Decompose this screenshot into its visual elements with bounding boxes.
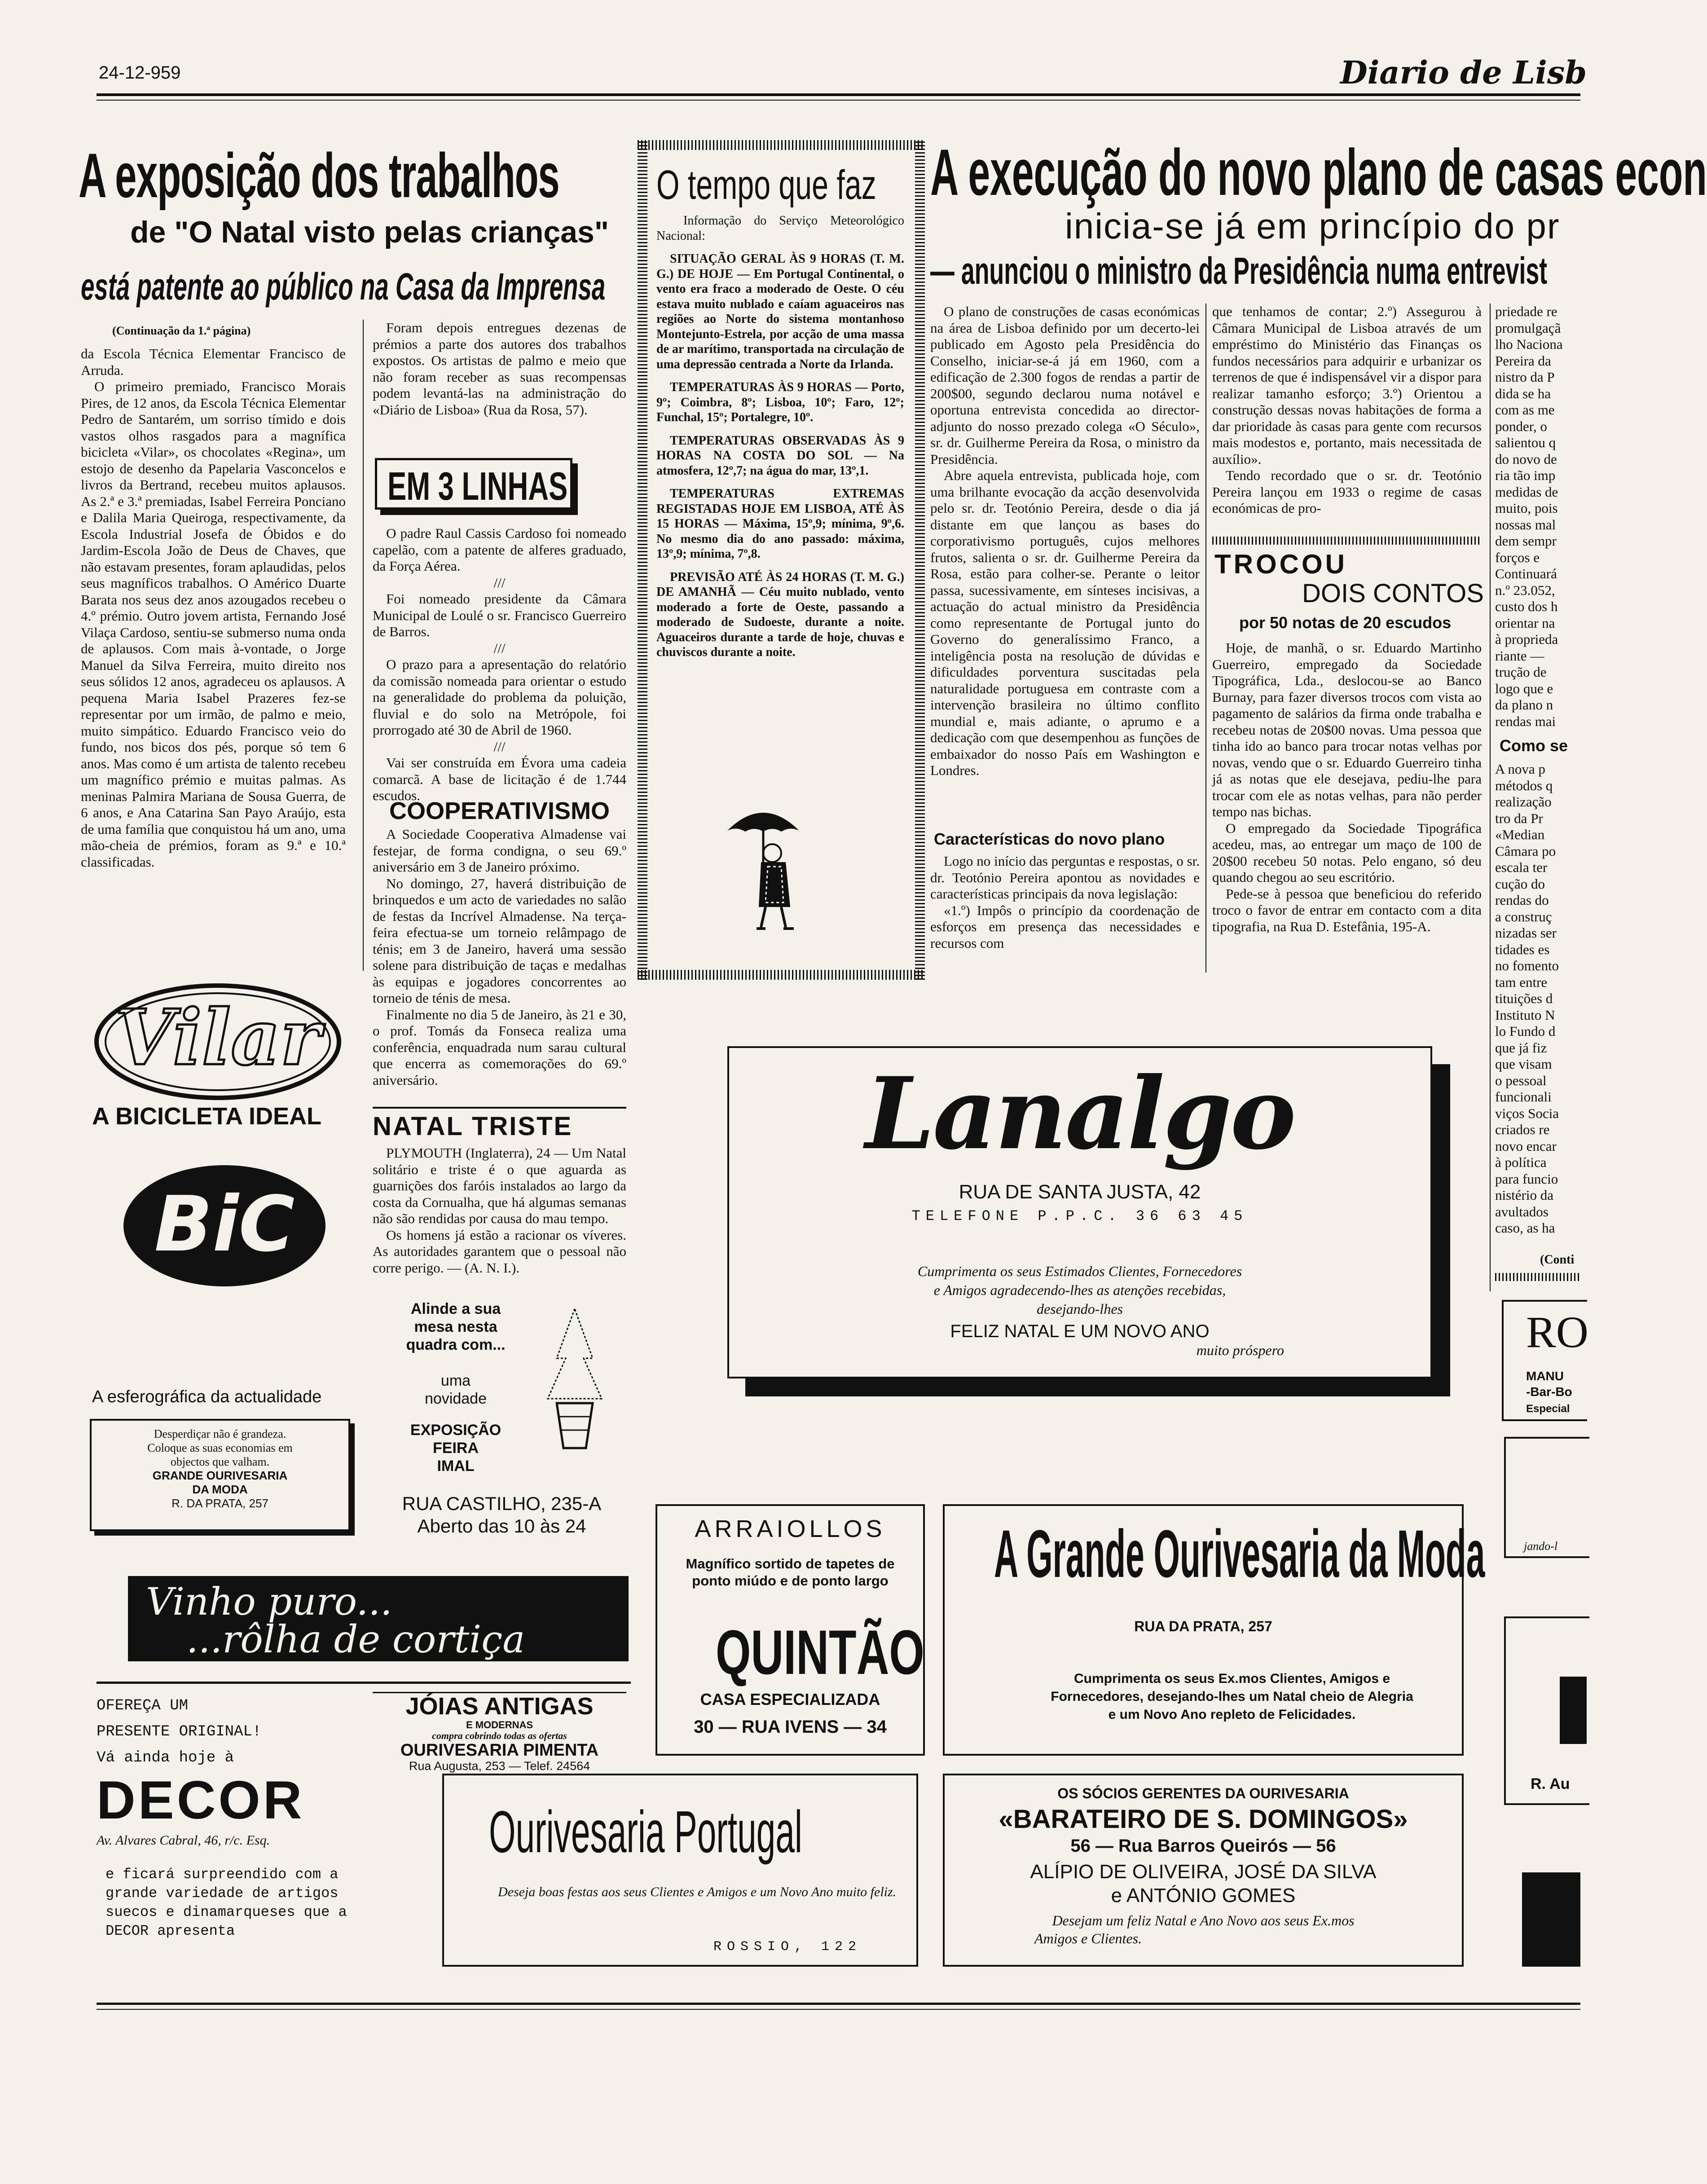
vilar-logo [85,974,350,1109]
imal-address: RUA CASTILHO, 235-A [402,1493,602,1514]
section-rule [373,1107,626,1109]
barateiro-l4: ALÍPIO DE OLIVEIRA, JOSÉ DA SILVA [1030,1861,1377,1883]
cut-line: novo encar [1495,1138,1557,1154]
joias-l3: compra cobrindo todas as ofertas [432,1730,567,1741]
cut-line: Câmara po [1495,843,1556,859]
right-cut-text-2: R. Au [1531,1775,1570,1792]
decor-l2: PRESENTE ORIGINAL! [97,1723,262,1740]
casas-col1b [930,853,1200,951]
bic-logo-text: BiC [154,1180,295,1269]
weather-intro: Informação do Serviço Meteorológico Nacional: [656,214,904,243]
cut-line: tituições d [1495,991,1553,1006]
right-cut-glyph [1560,1677,1587,1744]
moda-small-text [92,1427,348,1510]
casas-continuation: (Conti [1540,1253,1575,1267]
masthead-title: Diario de Lisb [1340,54,1587,91]
cut-line: riante — [1495,647,1544,664]
barateiro-l2: «BARATEIRO DE S. DOMINGOS» [999,1805,1408,1834]
imal-line: quadra com... [406,1336,506,1353]
cooperativismo-title: COOPERATIVISMO [389,797,610,824]
portugal-msg: Deseja boas festas aos seus Clientes e Amigos e um Novo Ano muito feliz. [498,1885,897,1899]
vinho-ad [128,1576,629,1661]
imal-line: Alinde a sua [410,1300,501,1317]
lanalgo-msg-line: muito próspero [1196,1342,1284,1358]
trocou-body [1212,640,1482,935]
cut-line: nistro da P [1495,369,1555,385]
barateiro-ad [943,1774,1464,1967]
right-cut-ad [1504,1437,1589,1558]
decor-l3: Vá ainda hoje à [97,1749,234,1766]
cut-line: Pereira da [1495,352,1551,369]
cut-line: n.º 23.052, [1495,582,1555,598]
cut-line: tam entre [1495,974,1548,990]
grande-moda-ad [943,1504,1485,1756]
quintao-logo: QUINTÃO [716,1617,924,1687]
cut-line: salientou q [1495,435,1556,450]
bic-tagline: A esferográfica da actualidade [92,1387,322,1406]
grande-moda-msg: Cumprimenta os seus Ex.mos Clientes, Amigos e Fornecedores, desejando-lhes um Natal cheio de Alegria e um Novo Ano repleto de Felicidades. [1051,1671,1413,1722]
tres-linhas-body [373,525,626,804]
cut-line: ponder, o [1495,418,1547,434]
cut-line: da plano n [1495,697,1553,713]
exposicao-body-left [81,346,346,870]
cut-line: lo Fundo d [1495,1023,1556,1039]
barateiro-l7: Amigos e Clientes. [1034,1930,1142,1946]
tres-linhas-title: EM 3 LINHAS [387,464,568,508]
weather-body [656,213,904,660]
bic-logo [112,1158,337,1293]
cut-line: dida se ha [1495,385,1551,401]
portugal-ad [442,1774,918,1967]
cut-line: avultados [1495,1203,1549,1220]
separator: /// [493,640,506,656]
ro-logo: RO [1526,1307,1588,1357]
cut-line: métodos q [1495,777,1553,793]
trocou-title: TROCOU [1214,549,1347,579]
cut-line: o pessoal [1495,1072,1547,1088]
cut-line: realização [1495,794,1552,810]
weather-para: PREVISÃO ATÉ ÀS 24 HORAS (T. M. G.) DE AMANHÃ — Céu muito nublado, vento moderado a forte de Oeste, passando a moderado de Sudoeste, durante a noite. Aguaceiros durante a tarde de hoje, chuvas e chuviscos durante a noite. [656,570,904,659]
cut-line: orientar na [1495,615,1555,631]
section-rule [97,1682,631,1684]
weather-title: O tempo que faz [656,162,876,208]
casas-para: que tenhamos de contar; 2.º) Assegurou à Câmara Municipal de Lisboa através de um empréstimo do Ministério das Finanças os fundos necessários para adquirir e urbanizar os terrenos de que é indispensável vir a dispor para realizar tamanho esforço; 3.º) Orientou a construção dessas novas habitações de forma a dar prioridade às casas para gente com recursos mais modestos e, portanto, mais necessitada de auxílio». [1212,304,1482,467]
cut-line: medidas de [1495,484,1558,500]
exposicao-para: Foram depois entregues dezenas de prémios a parte dos autores dos trabalhos expostos. Os artistas de palmo e meio que não foram receber as suas recompensas podem levantá-las na administração do «Diário de Lisboa» (Rua da Rosa, 57). [373,320,626,418]
ro-l2: -Bar-Bo [1526,1385,1572,1399]
portugal-title: Ourivesaria Portugal [489,1799,802,1865]
tres-linhas-item: Foi nomeado presidente da Câmara Municipal de Loulé o sr. Francisco Guerreiro de Barros. [373,591,626,639]
exposicao-deck: está patente ao público na Casa da Imprensa [81,265,606,308]
cut-line: nizadas ser [1495,925,1557,941]
masthead-rule [97,93,1580,96]
casas-headline: A execução do novo plano de casas econ [930,136,1707,209]
bottom-rule [97,2003,1580,2005]
ro-ad [1502,1300,1587,1421]
trocou-sub2: por 50 notas de 20 escudos [1239,613,1452,632]
masthead-rule-thin [97,100,1580,101]
trocou-para: O empregado da Sociedade Tipográfica acedeu, mas, ao entregar um maço de 100 de 20$00 recebeu 50 notas. Pelo engano, só deu quando chegou ao seu escritório. [1212,820,1482,885]
cut-line: rendas do [1495,892,1549,908]
cut-line: à proprieda [1495,631,1558,647]
arraiollos-title: ARRAIOLLOS [695,1515,886,1542]
cut-line: funcionali [1495,1089,1552,1105]
exposicao-body-right [373,320,626,418]
cut-line: rendas mai [1495,713,1556,729]
cooperativismo-body [373,826,626,1088]
cut-line: muito, pois [1495,500,1558,516]
grande-moda-title: A Grande Ourivesaria da Moda [994,1516,1485,1591]
cut-line: tro da Pr [1495,810,1543,826]
decor-body: e ficará surpreendido com a grande variedade de artigos suecos e dinamarqueses que a DECOR apresenta [106,1866,347,1939]
cooperativismo-para: No domingo, 27, haverá distribuição de brinquedos e um acto de variedades no salão de festas da Incrível Almadense. Na terça-feira efectua-se um torneio relâmpago de ténis; em 3 de Janeiro, haverá uma sessão solene para distribuição de taças e medalhas às equipas e jogadores concorrentes ao torneio de ténis de mesa. [373,875,626,1006]
cut-line: viços Socia [1495,1105,1559,1121]
cut-line: criados re [1495,1122,1550,1137]
imal-tag [393,1300,519,1475]
cut-line: que visam [1495,1056,1552,1072]
casas-para: O plano de construções de casas económicas na área de Lisboa definido por um decerto-lei publicado em Agosto pela Presidência do Conselho, iniciar-se-á já em 1960, com a edificação de 2.300 fogos de rendas a partir de 200$00, segundo declarou numa notável e oportuna entrevista concedida ao director-adjunto do nosso prezado colega «O Século», sr. dr. Guilherme Pereira da Rosa, o ministro da Presidência. [930,304,1200,467]
tres-linhas-item: O padre Raul Cassis Cardoso foi nomeado capelão, com a patente de alferes graduado, da Força Aérea. [373,525,626,574]
cut-line: dem sempr [1495,533,1557,549]
casas-para: Tendo recordado que o sr. dr. Teotónio Pereira lançou em 1933 o regime de casas económicas de pro- [1212,467,1482,516]
bottom-rule-thin [97,2009,1580,2010]
moda-small-ad [90,1419,350,1531]
section-divider [1212,537,1482,545]
imal-line: novidade [424,1390,487,1407]
casas-col1 [930,304,1200,779]
moda-small-line: objectos que valham. [170,1455,270,1468]
column-rule [1205,304,1206,973]
lanalgo-phone: TELEFONE P.P.C. 36 63 45 [911,1208,1248,1224]
cut-line: a construç [1495,908,1552,925]
casas-para: «1.º) Impôs o princípio da coordenação de esforços em presença das necessidades e recursos com [930,902,1200,951]
decor-logo: DECOR [97,1770,305,1830]
column-rule [363,320,364,971]
joias-l2: E MODERNAS [466,1719,533,1730]
casas-subhead-3: Como se [1500,736,1568,755]
cut-line: nistério da [1495,1187,1553,1203]
cut-line: do novo de [1495,451,1557,467]
casas-col3 [1495,304,1580,730]
trocou-para: Hoje, de manhã, o sr. Eduardo Martinho Guerreiro, empregado da Sociedade Tipográfica, Lda., deslocou-se ao Banco Burnay, para fazer diversos trocos com vista ao pagamento de salários da firma onde trabalha e recebeu notas de 20$00 novas. Uma pessoa que tinha ido ao banco para trocar notas velhas por novas, vendo que o sr. Eduardo Guerreiro tinha já as notas que ele desejava, pediu-lhe para trocar com ele as notas velhas, para não perder tempo nas bichas. [1212,640,1482,819]
barateiro-l1: OS SÓCIOS GERENTES DA OURIVESARIA [1057,1785,1349,1801]
separator: /// [493,738,506,754]
exposicao-continuation: (Continuação da 1.ª página) [112,324,251,337]
cut-line: priedade re [1495,304,1557,319]
ro-l1: MANU [1526,1369,1564,1383]
issue-date: 24-12-959 [99,63,181,83]
decor-ad [97,1693,366,1941]
right-cut-ad-2 [1504,1616,1589,1805]
cut-line: ria tão imp [1495,467,1556,483]
cut-line: que já fiz [1495,1039,1547,1056]
weather-para: TEMPERATURAS ÀS 9 HORAS — Porto, 9º; Coimbra, 8º; Lisboa, 10º; Faro, 12º; Funchal, 15º; Portalegre, 10º. [656,380,904,424]
barateiro-l6: Desejam um feliz Natal e Ano Novo aos seus Ex.mos [1052,1912,1355,1929]
joias-l5: Rua Augusta, 253 — Telef. 24564 [409,1759,590,1773]
exposicao-headline: A exposição dos trabalhos [79,140,559,211]
casas-col2 [1212,304,1482,517]
moda-small-line: DA MODA [192,1483,248,1496]
casas-subheadline: inicia-se já em princípio do pr [1065,206,1560,246]
exposicao-subheadline: de "O Natal visto pelas crianças" [130,215,609,249]
plant-illustration [530,1304,620,1453]
separator: /// [493,574,506,590]
lanalgo-msg-line: e Amigos agradecendo-lhes as atenções recebidas, [933,1282,1226,1298]
cut-line: promulgaçã [1495,320,1561,336]
casas-col3b [1495,761,1580,1237]
arraiollos-ad [656,1504,925,1756]
cooperativismo-para: Finalmente no dia 5 de Janeiro, às 21 e 30, o prof. Tomás da Fonseca realiza uma conferência, enquadrada num sarau cultural que encerra as comemorações do 69.º aniversário. [373,1006,626,1088]
imal-line: uma [440,1372,471,1389]
trocou-sub1: DOIS CONTOS [1302,579,1484,608]
cut-line: à política [1495,1154,1547,1170]
cut-line: com as me [1495,402,1555,418]
lanalgo-ad [727,1046,1459,1405]
vilar-tagline: A BICICLETA IDEAL [92,1103,321,1130]
natal-triste-body [373,1145,626,1276]
cut-line: no fomento [1495,958,1559,973]
decor-address: Av. Alvares Cabral, 46, r/c. Esq. [97,1833,270,1848]
natal-triste-title: NATAL TRISTE [373,1112,573,1141]
cut-line: custo dos h [1495,599,1558,614]
cut-line: lho Naciona [1495,336,1563,352]
cut-line: A nova p [1495,761,1545,777]
arraiollos-l2: CASA ESPECIALIZADA [700,1690,880,1708]
lanalgo-address: RUA DE SANTA JUSTA, 42 [959,1181,1201,1203]
cut-line: logo que e [1495,680,1553,696]
cut-line: trução de [1495,664,1547,680]
arraiollos-l3: 30 — RUA IVENS — 34 [694,1717,887,1737]
column-rule [1490,304,1491,1291]
weather-para: SITUAÇÃO GERAL ÀS 9 HORAS (T. M. G.) DE HOJE — Em Portugal Continental, o vento era fraco a moderado de Oeste. O céu estava muito nublado e caíam aguaceiros nas regiões ao Norte do sistema montanhoso Montejunto-Estrela, por acção de uma massa de ar marítimo, transportada na circulação de uma depressão centrada a Norte da Irlanda. [656,252,904,371]
exposicao-para: O primeiro premiado, Francisco Morais Pires, de 12 anos, da Escola Técnica Elementar Pedro de Santarém, um sorriso tímido e dois vastos olhos rasgados para a magnífica bicicleta «Vilar», os chocolates «Regina», um estojo de desenho da Papelaria Vasconcelos e livros da Bertrand, recebeu muitos aplausos. As 2.ª e 3.ª premiadas, Isabel Ferreira Ponciano e Dalila Maria Queiroga, respectivamente, da Escola Industrial Josefa de Óbidos e do Jardim-Escola João de Deus de Chaves, que não estavam presentes, foram aplaudidas, pelos seus magníficos trabalhos. O Américo Duarte Barata nos seus dez anos azougados recebeu o 4.º prémio. Outro jovem artista, Fernando José Vilaça Cardoso, sentiu-se submerso numa onda de aplausos. Com mais à-vontade, o Jorge Manuel da Silva Ferreira, muito direito nos seus sólidos 12 anos, agradeceu os aplausos. A pequena Maria Isabel Prazeres fez-se representar por um irmão, de palmo e meio, muito simpático. Eduardo Francisco veio do fundo, nos bicos dos pés, porque só tem 6 anos. Mas como é um artista de talento recebeu um magnífico prémio e muitas palmas. As meninas Palmira Mariana de Sousa Guerra, de 6 anos, e Ana Catarina San Payo Araújo, esta de uma família que conquistou há um ano, uma mão-cheia de prémios, foram as 9.ª e 10.ª classificadas. [81,379,346,870]
exposicao-para: da Escola Técnica Elementar Francisco de Arruda. [81,346,346,378]
moda-small-line: R. DA PRATA, 257 [172,1497,268,1510]
cut-line: Instituto N [1495,1007,1555,1023]
natal-triste-para: Os homens já estão a racionar os víveres. As autoridades garantem que o pessoal não corre perigo. — (A. N. I.). [373,1227,626,1276]
lanalgo-logo: Lanalgo [865,1055,1294,1171]
casas-para: Abre aquela entrevista, publicada hoje, com uma brilhante evocação da acção desenvolvida pelo sr. dr. Teotónio Pereira, desde o dia já distante em que lançou as bases do corporativismo português, cujos melhores frutos, salienta o sr. dr. Guilherme Pereira da Rosa, estão para colher-se. Perante o leitor passa, sucessivamente, em sínteses incisivas, a actuação do actual ministro da Presidência como representante de Portugal junto do Governo do generalíssimo Franco, a inteligência posta na resolução de dúvidas e dificuldades porventura suscitadas pela naturalidade portuguesa em contraste com a intervenção brasileira no último conflito mundial e, mais adiante, o aprumo e a dedicação com que desempenhou as funções de embaixador do nosso País em Washington e Londres. [930,467,1200,778]
vilar-logo-text: Vilar [115,993,321,1083]
barateiro-l5: e ANTÓNIO GOMES [1111,1885,1296,1907]
cut-line: nossas mal [1495,516,1556,533]
decor-l1: OFEREÇA UM [97,1697,189,1714]
arraiollos-l1: Magnífico sortido de tapetes de ponto miúdo e de ponto largo [686,1556,895,1589]
cut-line: Continuará [1495,566,1557,581]
cut-line: forços e [1495,549,1540,565]
weather-para: TEMPERATURAS OBSERVADAS ÀS 9 HORAS NA COSTA DO SOL — Na atmosfera, 12º,7; na água do mar, 13º,1. [656,433,904,478]
vinho-line-1: Vinho puro... [146,1580,392,1624]
vinho-line-2: ...rôlha de cortiça [186,1617,525,1661]
tres-linhas-item: Vai ser construída em Évora uma cadeia comarcã. A base de licitação é de 1.744 escudos. [373,755,626,803]
weather-border [915,140,925,980]
imal-line: mesa nesta [414,1318,497,1335]
section-divider [1495,1273,1580,1281]
weather-para: TEMPERATURAS EXTREMAS REGISTADAS HOJE EM LISBOA, ATÉ ÀS 15 HORAS — Máxima, 15º,9; mínima, 9º,6. No mesmo dia do ano passado: máxima, 13º,9; mínima, 7º,8. [656,487,904,561]
moda-small-line: Desperdiçar não é grandeza. [154,1427,286,1440]
grande-moda-address: RUA DA PRATA, 257 [1134,1618,1272,1634]
cut-line: cução do [1495,876,1545,892]
trocou-para: Pede-se à pessoa que beneficiou do referido troco o favor de entrar em contacto com a dita tipografia, na Rua D. Estefânia, 195-A. [1212,885,1482,934]
imal-line: EXPOSIÇÃO [410,1422,502,1439]
imal-line: IMAL [437,1457,475,1475]
joias-l4: OURIVESARIA PIMENTA [400,1741,599,1760]
natal-triste-para: PLYMOUTH (Inglaterra), 24 — Um Natal solitário e triste é o que aguarda as guarnições dos faróis instalados ao largo da costa da Cornualha, que há algumas semanas não são rendidas por causa do mau tempo. [373,1145,626,1226]
casas-deck: — anunciou o ministro da Presidência numa entrevist [930,250,1548,292]
cut-line: para funcio [1495,1171,1558,1187]
casas-para: Logo no início das perguntas e respostas, o sr. dr. Teotónio Pereira apontou as novidades e características principais da nova legislação: [930,853,1200,902]
right-cut-text: jando-l [1524,1540,1558,1553]
ro-l3: Especial [1526,1403,1570,1415]
weather-border [638,140,647,980]
casas-subhead: Características do novo plano [934,830,1165,848]
lanalgo-msg-line: FELIZ NATAL E UM NOVO ANO [950,1321,1210,1341]
tres-linhas-banner [375,458,620,510]
imal-line: FEIRA [433,1440,479,1457]
imal-hours: Aberto das 10 às 24 [417,1515,586,1537]
cut-line: «Median [1495,827,1545,842]
moda-small-line: GRANDE OURIVESARIA [152,1469,288,1482]
joias-ad [373,1693,626,1773]
cooperativismo-para: A Sociedade Cooperativa Almadense vai festejar, de forma condigna, o seu 69.º aniversário em 3 de Janeiro próximo. [373,826,626,875]
cut-line: caso, as ha [1495,1220,1555,1236]
lanalgo-msg-line: Cumprimenta os seus Estimados Clientes, Fornecedores [917,1263,1242,1279]
tres-linhas-item: O prazo para a apresentação do relatório da comissão nomeada para orientar o estudo na generalidade do problema da poluição, fluvial e do solo na Metrópole, foi prorrogado até 30 de Abril de 1960. [373,656,626,738]
umbrella-man-illustration [718,799,808,934]
cut-line: escala ter [1495,859,1548,875]
moda-small-line: Coloque as suas economias em [147,1441,293,1454]
portugal-address: ROSSIO, 122 [713,1939,862,1955]
right-cut-black-ad [1522,1872,1580,1967]
barateiro-l3: 56 — Rua Barros Queirós — 56 [1070,1836,1336,1856]
joias-l1: JÓIAS ANTIGAS [405,1693,594,1720]
cut-line: tidades es [1495,941,1550,957]
lanalgo-msg [727,1262,1432,1360]
weather-border [638,140,925,150]
imal-ad [393,1300,620,1537]
weather-border [638,970,925,980]
lanalgo-msg-line: desejando-lhes [1037,1301,1123,1317]
